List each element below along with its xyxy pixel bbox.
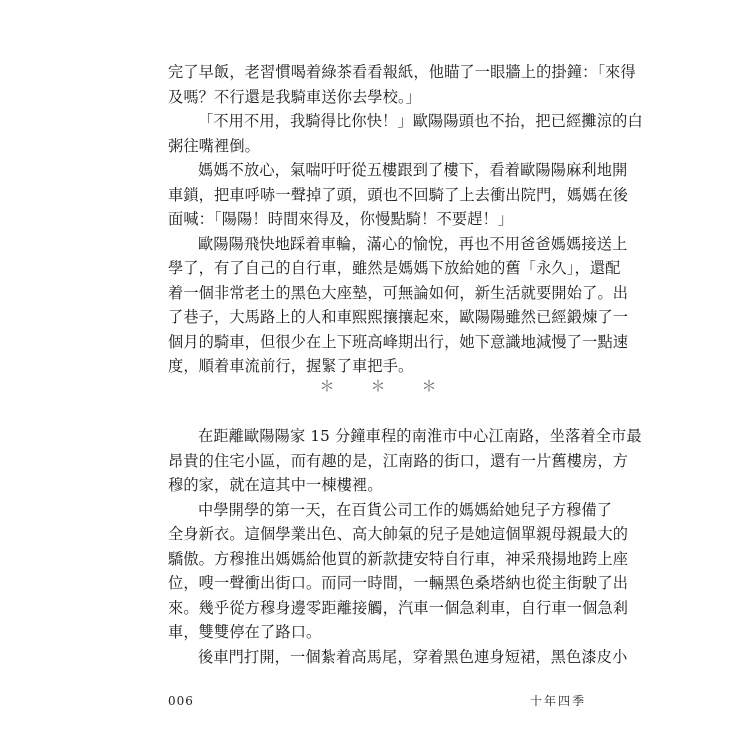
text-line: 車鎖，把車呼哧一聲掉了頭，頭也不回騎了上去衝出院門，媽媽在後 xyxy=(168,185,629,204)
body-text-top xyxy=(168,60,643,379)
text-line: 個月的騎車，但很少在上下班高峰期出行，她下意識地減慢了一點速 xyxy=(168,332,629,351)
section-separator: ＊＊＊ xyxy=(319,377,473,395)
text-line: 完了早飯，老習慣喝着綠茶看看報紙，他瞄了一眼牆上的掛鐘：「來得 xyxy=(168,63,636,81)
text-line: 了巷子，大馬路上的人和車熙熙攘攘起來，歐陽陽雖然已經鍛煉了一 xyxy=(168,308,629,326)
text-line: 粥往嘴裡倒。 xyxy=(168,136,261,155)
text-line: 度，順着車流前行，握緊了車把手。 xyxy=(168,357,414,375)
text-line: 「不用不用，我騎得比你快！」歐陽陽頭也不抬，把已經攤涼的白 xyxy=(198,112,643,130)
text-line: 面喊：「陽陽！時間來得及，你慢點騎！不要趕！」 xyxy=(168,210,514,228)
text-line: 來。幾乎從方穆身邊零距離接觸，汽車一個急剎車，自行車一個急剎 xyxy=(168,598,629,617)
text-line: 車，雙雙停在了路口。 xyxy=(168,623,322,641)
text-line: 歐陽陽飛快地踩着車輪，滿心的愉悅，再也不用爸爸媽媽接送上 xyxy=(198,234,628,253)
text-line: 媽媽不放心，氣喘吁吁從五樓跟到了樓下，看着歐陽陽麻利地開 xyxy=(198,161,628,179)
text-line: 後車門打開，一個紮着高馬尾，穿着黑色連身短裙，黑色漆皮小 xyxy=(198,647,628,666)
text-line: 昂貴的住宅小區，而有趣的是，江南路的街口，還有一片舊樓房，方 xyxy=(168,451,629,470)
text-line: 及嗎？不行還是我騎車送你去學校。」 xyxy=(168,87,422,106)
text-line: 在距離歐陽陽家 15 分鐘車程的南淮市中心江南路，坐落着全市最 xyxy=(198,427,642,445)
text-line: 學了，有了自己的自行車，雖然是媽媽下放給她的舊「永久」，還配 xyxy=(168,259,621,277)
text-line: 中學開學的第一天，在百貨公司工作的媽媽給她兒子方穆備了 xyxy=(198,500,613,519)
text-line: 全身新衣。這個學業出色、高大帥氣的兒子是她這個單親母親最大的 xyxy=(168,525,629,543)
text-line: 位，嗖一聲衝出街口。而同一時間，一輛黑色桑塔納也從主街駛了出 xyxy=(168,574,629,592)
page-number: 006 xyxy=(168,694,194,708)
text-line: 着一個非常老土的黑色大座墊，可無論如何，新生活就要開始了。出 xyxy=(168,283,629,302)
text-line: 驕傲。方穆推出媽媽給他買的新款捷安特自行車，神采飛揚地跨上座 xyxy=(168,549,629,568)
text-line: 穆的家，就在這其中一棟樓裡。 xyxy=(168,476,383,494)
book-title: 十年四季 xyxy=(529,694,586,708)
body-text-bottom xyxy=(168,424,642,669)
